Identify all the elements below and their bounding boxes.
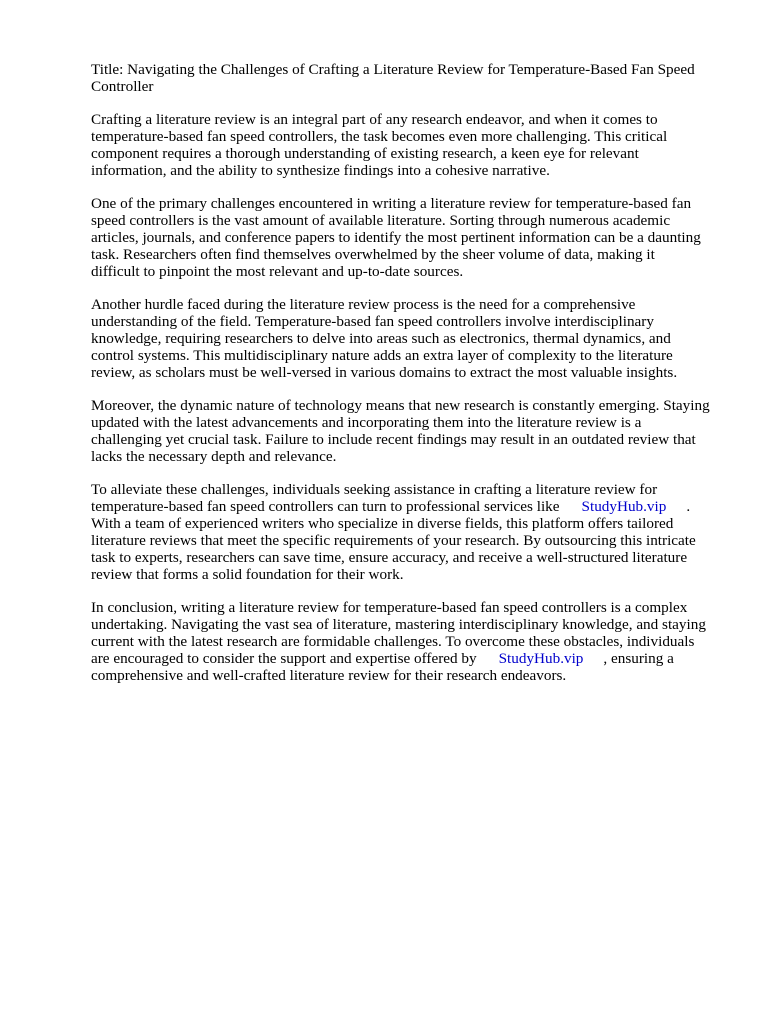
paragraph-services-rest: With a team of experienced writers who specialize in diverse fields, this platform offers tailored literature reviews that meet the specific requirements of your research. By outsourcing this intricate task to experts, researchers can save time, ensure accuracy, and receive a well-structured literature review that forms a solid foundation for their work. bbox=[91, 515, 696, 583]
studyhub-link-conclusion[interactable]: StudyHub.vip bbox=[498, 650, 584, 667]
paragraph-conclusion-text: In conclusion, writing a literature review for temperature-based fan speed controllers is a complex undertaking. Navigating the vast sea of literature, mastering interdisciplinary knowledge, and staying current with the latest research are formidable challenges. To overcome these obstacles, individuals are encouraged to consider the support and expertise offered by bbox=[91, 599, 706, 667]
paragraph-interdisciplinary: Another hurdle faced during the literature review process is the need for a comprehensive understanding of the field. Temperature-based fan speed controllers involve interdisciplinary knowledge, requiring researchers to delve into areas such as electronics, thermal dynamics, and control systems. This multidisciplinary nature adds an extra layer of complexity to the literature review, as scholars must be well-versed in various domains to extract the most valuable insights. bbox=[91, 296, 678, 381]
paragraph-challenges: One of the primary challenges encountered in writing a literature review for temperature-based fan speed controllers is the vast amount of available literature. Sorting through numerous academic articles, journals, and conference papers to identify the most pertinent information can be a daunting task. Researchers often find themselves overwhelmed by the sheer volume of data, making it difficult to pinpoint the most relevant and up-to-date sources. bbox=[91, 195, 701, 280]
document-page bbox=[91, 61, 731, 700]
paragraph-services-punct: . bbox=[686, 498, 691, 515]
paragraph-conclusion-rest: , ensuring a comprehensive and well-crafted literature review for their research endeavors. bbox=[91, 650, 674, 684]
studyhub-link[interactable]: StudyHub.vip bbox=[581, 498, 667, 515]
paragraph-services-text: To alleviate these challenges, individuals seeking assistance in crafting a literature review for temperature-based fan speed controllers can turn to professional services like bbox=[91, 481, 658, 515]
paragraph-conclusion bbox=[91, 599, 731, 684]
paragraph-dynamic-technology: Moreover, the dynamic nature of technology means that new research is constantly emerging. Staying updated with the latest advancements and incorporating them into the literature review is a challenging yet crucial task. Failure to include recent findings may result in an outdated review that lacks the necessary depth and relevance. bbox=[91, 397, 710, 465]
paragraph-services bbox=[91, 481, 731, 583]
paragraph-intro: Crafting a literature review is an integral part of any research endeavor, and when it comes to temperature-based fan speed controllers, the task becomes even more challenging. This critical component requires a thorough understanding of existing research, a keen eye for relevant information, and the ability to synthesize findings into a cohesive narrative. bbox=[91, 111, 668, 179]
document-title: Title: Navigating the Challenges of Crafting a Literature Review for Temperature-Based Fan Speed Controller bbox=[91, 61, 695, 95]
